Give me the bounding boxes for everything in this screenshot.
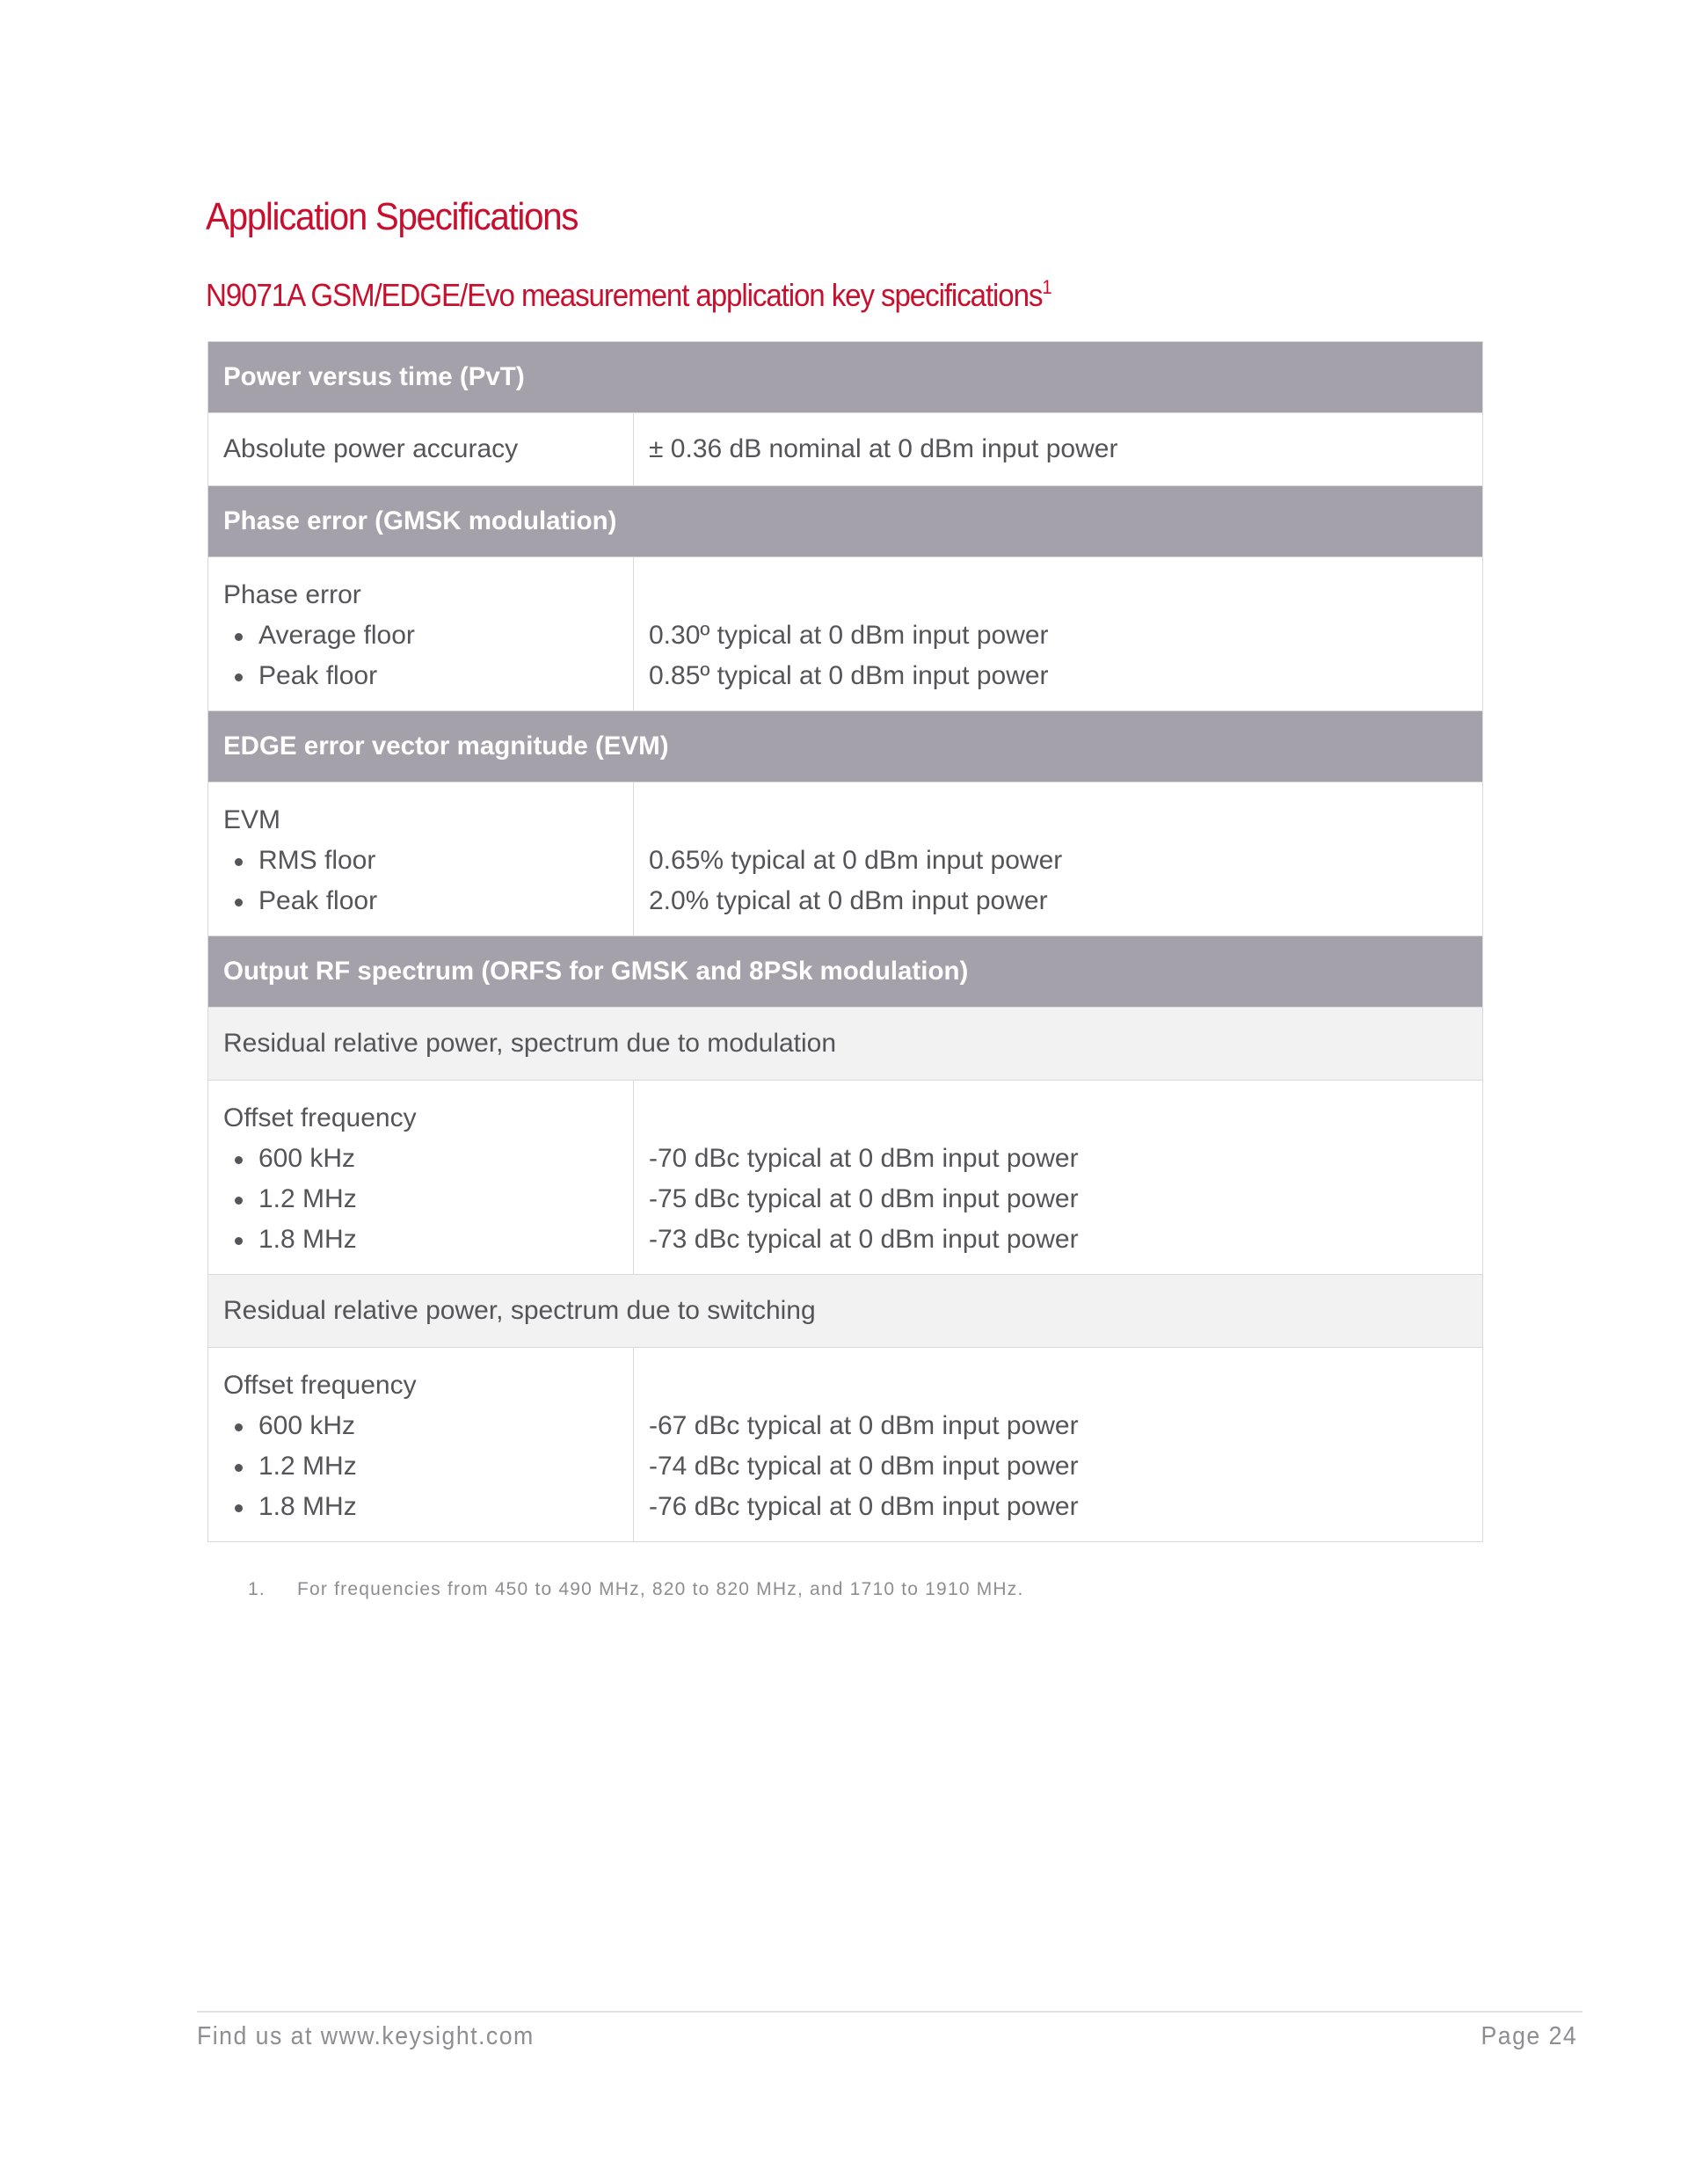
table-row (208, 413, 1483, 486)
footnote-number: 1. (248, 1579, 266, 1599)
list-item (223, 656, 618, 696)
list-item (223, 1487, 618, 1527)
spec-label: Offset frequency (223, 1371, 417, 1400)
list-item-label: 1.2 MHz (258, 1184, 357, 1213)
spec-value-cell (634, 557, 1483, 711)
footnote (248, 1579, 1024, 1600)
footer-website-text: Find us at www.keysight.com (197, 2022, 535, 2050)
page-subtitle (206, 276, 1052, 314)
subheader-row (208, 1008, 1483, 1081)
list-item (223, 1179, 618, 1219)
list-item-label: Average floor (258, 621, 415, 650)
list-item-label: 1.8 MHz (258, 1492, 357, 1521)
spec-value: -67 dBc typical at 0 dBm input power (649, 1411, 1079, 1440)
specifications-table (207, 341, 1483, 1542)
list-item (223, 1406, 618, 1446)
spec-label: Phase error (223, 580, 361, 609)
spec-value-cell (634, 1081, 1483, 1275)
list-item (223, 1219, 618, 1260)
list-item-label: 600 kHz (258, 1411, 356, 1440)
subheader-switching: Residual relative power, spectrum due to switching (208, 1275, 1483, 1348)
footer-divider (197, 2011, 1582, 2013)
list-item-label: 600 kHz (258, 1144, 356, 1173)
list-item (223, 1139, 618, 1179)
subheader-modulation: Residual relative power, spectrum due to modulation (208, 1008, 1483, 1081)
table-row (208, 1348, 1483, 1542)
spec-label: EVM (223, 805, 281, 834)
spec-label: Absolute power accuracy (208, 413, 634, 486)
list-item-label: Peak floor (258, 661, 378, 690)
section-header-orfs: Output RF spectrum (ORFS for GMSK and 8PSk modulation) (208, 936, 1483, 1008)
section-header-pvt: Power versus time (PvT) (208, 342, 1483, 413)
section-header-row (208, 342, 1483, 413)
subheader-row (208, 1275, 1483, 1348)
spec-value: ± 0.36 dB nominal at 0 dBm input power (634, 413, 1483, 486)
spec-value-cell (634, 1348, 1483, 1542)
page-title: Application Specifications (206, 195, 578, 238)
spec-value: -76 dBc typical at 0 dBm input power (649, 1492, 1079, 1521)
spec-label-cell (208, 557, 634, 711)
section-header-phase-error: Phase error (GMSK modulation) (208, 486, 1483, 557)
spec-value: 0.85º typical at 0 dBm input power (649, 661, 1049, 690)
section-header-row (208, 936, 1483, 1008)
spec-value-cell (634, 783, 1483, 936)
footnote-text: For frequencies from 450 to 490 MHz, 820 to 820 MHz, and 1710 to 1910 MHz. (297, 1579, 1024, 1599)
spec-value: 2.0% typical at 0 dBm input power (649, 886, 1048, 915)
spec-value: 0.65% typical at 0 dBm input power (649, 846, 1063, 875)
subtitle-text: N9071A GSM/EDGE/Evo measurement application key specifications (206, 277, 1043, 313)
list-item-label: 1.2 MHz (258, 1452, 357, 1481)
table-row (208, 783, 1483, 936)
spec-label-cell (208, 1348, 634, 1542)
table-row (208, 557, 1483, 711)
list-item (223, 615, 618, 656)
list-item-label: RMS floor (258, 846, 376, 875)
spec-value: -75 dBc typical at 0 dBm input power (649, 1184, 1079, 1213)
list-item (223, 841, 618, 881)
table-row (208, 1081, 1483, 1275)
spec-value: -74 dBc typical at 0 dBm input power (649, 1452, 1079, 1481)
list-item (223, 881, 618, 921)
section-header-evm: EDGE error vector magnitude (EVM) (208, 711, 1483, 783)
list-item-label: 1.8 MHz (258, 1225, 357, 1254)
page-number: Page 24 (1481, 2022, 1577, 2050)
list-item-label: Peak floor (258, 886, 378, 915)
spec-value: 0.30º typical at 0 dBm input power (649, 621, 1049, 650)
section-header-row (208, 711, 1483, 783)
spec-label: Offset frequency (223, 1103, 417, 1132)
section-header-row (208, 486, 1483, 557)
spec-label-cell (208, 1081, 634, 1275)
spec-value: -70 dBc typical at 0 dBm input power (649, 1144, 1079, 1173)
spec-label-cell (208, 783, 634, 936)
footnote-reference: 1 (1042, 276, 1052, 298)
list-item (223, 1446, 618, 1487)
spec-value: -73 dBc typical at 0 dBm input power (649, 1225, 1079, 1254)
